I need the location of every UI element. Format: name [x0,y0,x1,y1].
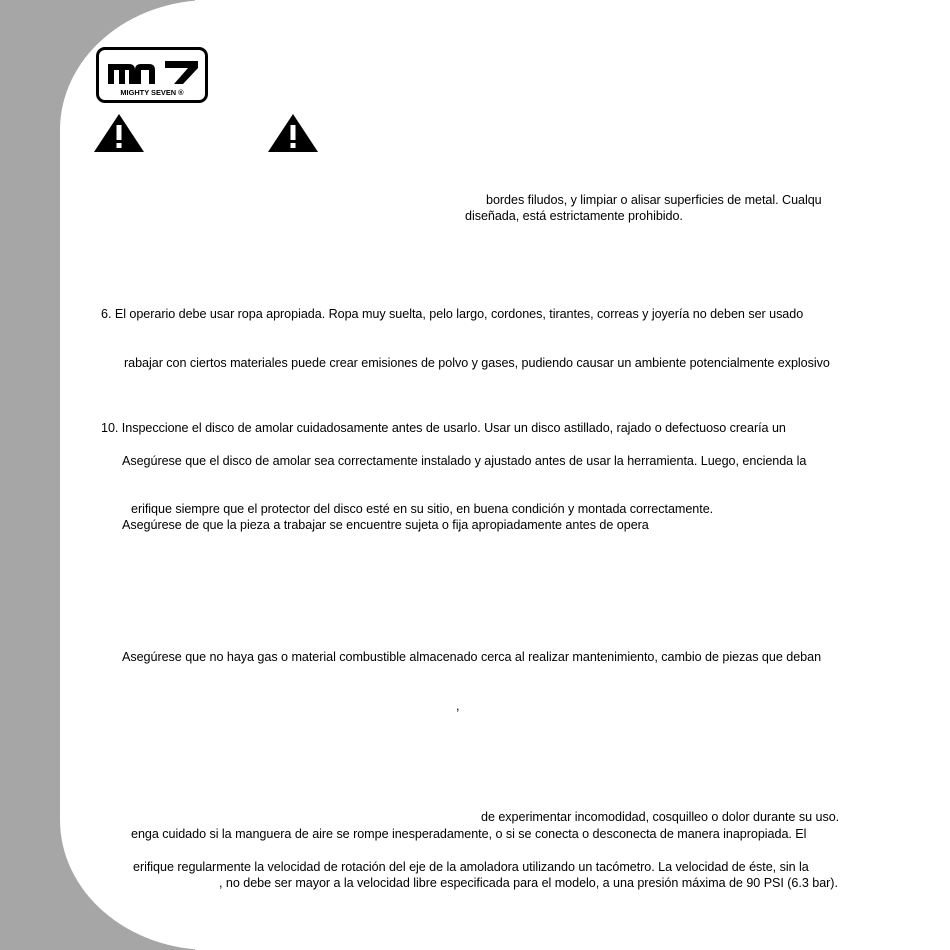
brand-logo [96,47,208,103]
text-line: , no debe ser mayor a la velocidad libre especificada para el modelo, a una presión máxima de 90 PSI (6.3 bar). [219,876,838,890]
text-line: erifique siempre que el protector del disco esté en su sitio, en buena condición y montada correctamente. [131,502,714,516]
text-line: de experimentar incomodidad, cosquilleo o dolor durante su uso. [481,810,840,824]
text-line: enga cuidado si la manguera de aire se rompe inesperadamente, o si se conecta o desconecta de manera inapropiada. El [131,827,807,841]
text-line: 10. Inspeccione el disco de amolar cuidadosamente antes de usarlo. Usar un disco astillado, rajado o defectuoso crearía un [101,421,786,435]
warning-triangle-icon [267,113,319,153]
text-line: rabajar con ciertos materiales puede crear emisiones de polvo y gases, pudiendo causar un ambiente potencialmente explosivo [124,356,830,370]
warning-triangle-icon [93,113,145,153]
text-line: Asegúrese que no haya gas o material combustible almacenado cerca al realizar mantenimiento, cambio de piezas que deban [122,650,822,664]
text-line: erifique regularmente la velocidad de rotación del eje de la amoladora utilizando un tacómetro. La velocidad de éste, sin la [133,860,809,874]
text-line: diseñada, está estrictamente prohibido. [465,209,683,223]
page-sheet [60,0,950,950]
text-line: , [456,699,460,713]
text-line: Asegúrese de que la pieza a trabajar se encuentre sujeta o fija apropiadamente antes de opera [122,518,649,532]
m7-logo-graphic [99,50,205,100]
text-line: bordes filudos, y limpiar o alisar superficies de metal. Cualqu [486,193,822,207]
text-line: 6. El operario debe usar ropa apropiada. Ropa muy suelta, pelo largo, cordones, tirantes, correas y joyería no deben ser usado [101,307,804,321]
svg-text:MIGHTY SEVEN ®: MIGHTY SEVEN ® [120,88,184,97]
text-line: Asegúrese que el disco de amolar sea correctamente instalado y ajustado antes de usar la herramienta. Luego, encienda la [122,454,807,468]
